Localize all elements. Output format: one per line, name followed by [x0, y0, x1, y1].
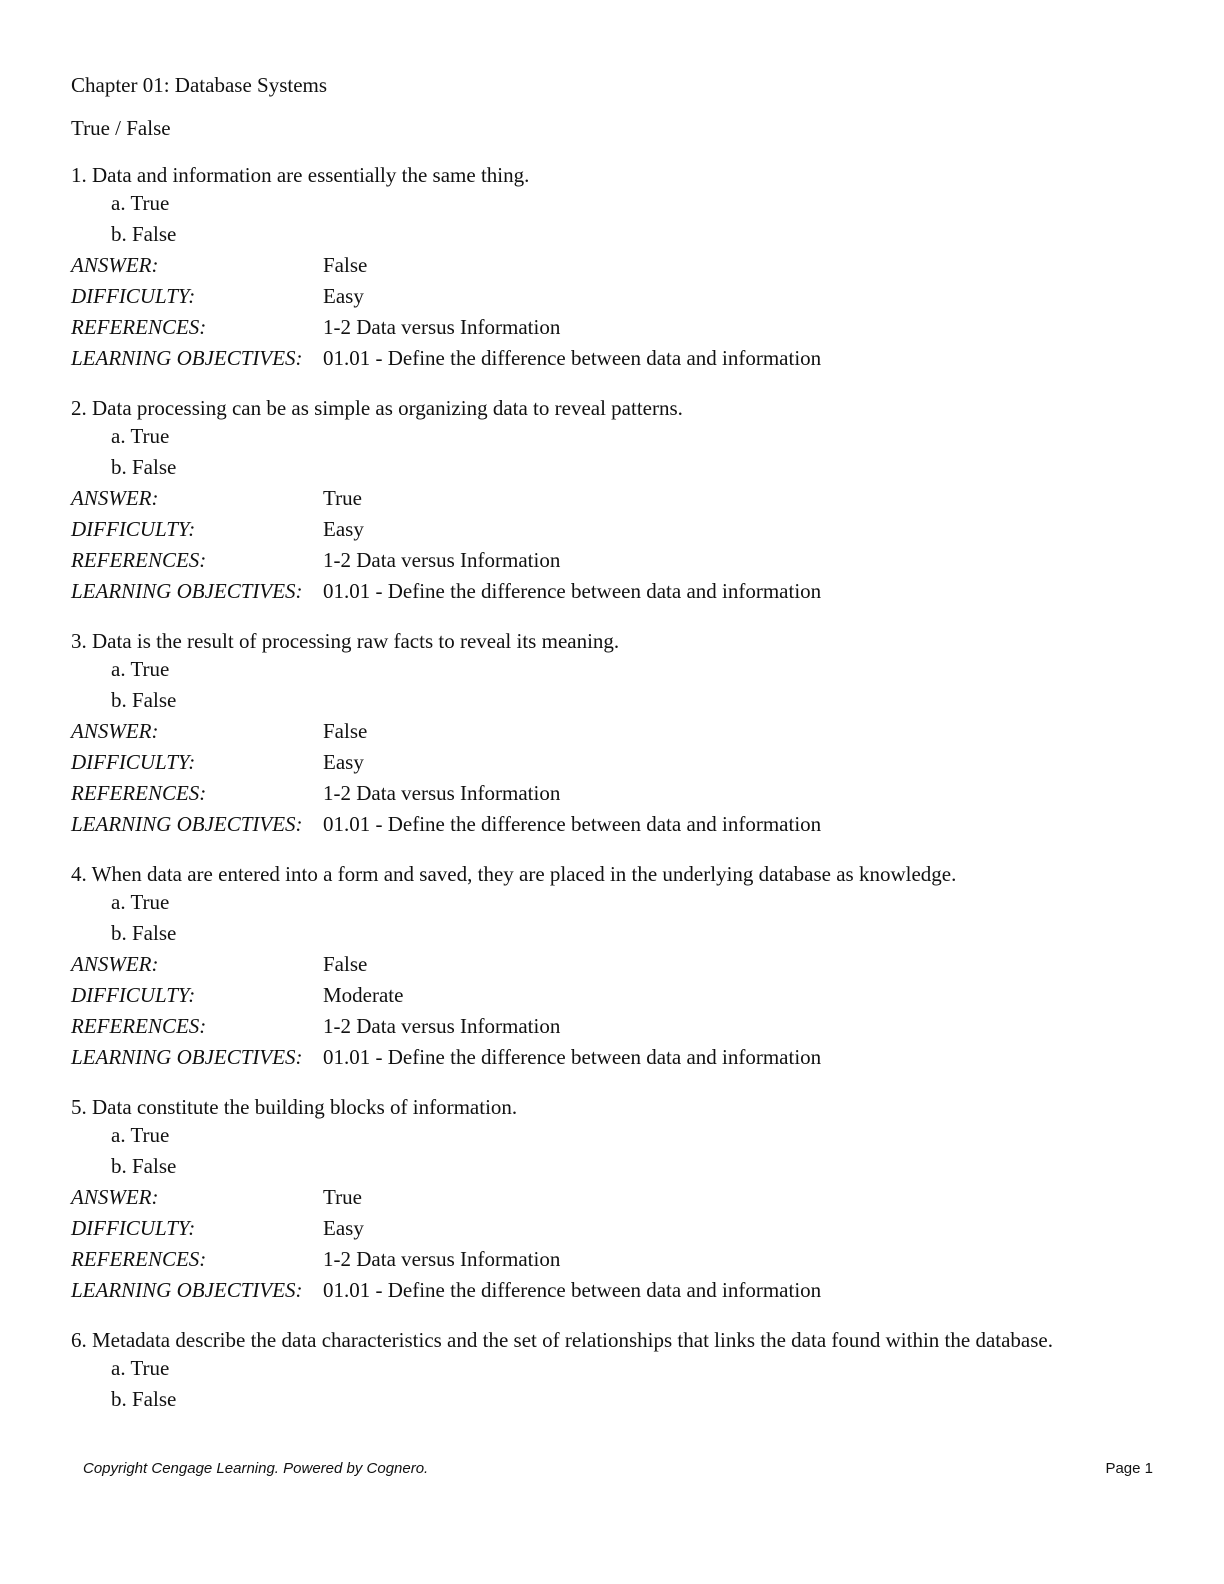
question-text: 4. When data are entered into a form and saved, they are placed in the underlying database as knowledge. [71, 862, 957, 886]
learning-objectives-value: 01.01 - Define the difference between data and information [323, 579, 822, 603]
answer-label: ANSWER: [71, 253, 159, 277]
references-value: 1-2 Data versus Information [323, 1247, 561, 1271]
learning-objectives-value: 01.01 - Define the difference between data and information [323, 1278, 822, 1302]
option-a: a. True [111, 1356, 170, 1380]
option-a: a. True [111, 890, 170, 914]
learning-objectives-value: 01.01 - Define the difference between data and information [323, 346, 822, 370]
question-4 [71, 861, 1161, 1073]
option-b: b. False [111, 455, 177, 479]
question-5 [71, 1094, 1161, 1306]
difficulty-row [71, 281, 1161, 312]
difficulty-label: DIFFICULTY: [71, 1216, 196, 1240]
difficulty-label: DIFFICULTY: [71, 284, 196, 308]
answer-value: True [323, 1185, 362, 1209]
references-label: REFERENCES: [71, 1014, 207, 1038]
difficulty-value: Easy [323, 284, 364, 308]
page-footer [83, 1459, 1153, 1479]
references-value: 1-2 Data versus Information [323, 315, 561, 339]
references-label: REFERENCES: [71, 1247, 207, 1271]
answer-label: ANSWER: [71, 486, 159, 510]
option-a: a. True [111, 1123, 170, 1147]
learning-objectives-row [71, 1275, 1161, 1306]
references-value: 1-2 Data versus Information [323, 1014, 561, 1038]
learning-objectives-row [71, 576, 1161, 607]
answer-label: ANSWER: [71, 1185, 159, 1209]
question-3 [71, 628, 1161, 840]
references-row [71, 312, 1161, 343]
difficulty-value: Easy [323, 750, 364, 774]
references-value: 1-2 Data versus Information [323, 781, 561, 805]
chapter-title: Chapter 01: Database Systems [71, 73, 328, 97]
question-2 [71, 395, 1161, 607]
section-title: True / False [71, 116, 171, 140]
option-b: b. False [111, 1387, 177, 1411]
question-text: 6. Metadata describe the data characteristics and the set of relationships that links the data found within the database. [71, 1328, 1053, 1352]
option-a: a. True [111, 424, 170, 448]
references-label: REFERENCES: [71, 315, 207, 339]
option-b: b. False [111, 921, 177, 945]
difficulty-row [71, 1213, 1161, 1244]
learning-objectives-value: 01.01 - Define the difference between data and information [323, 812, 822, 836]
answer-value: False [323, 952, 368, 976]
answer-row [71, 716, 1161, 747]
difficulty-label: DIFFICULTY: [71, 517, 196, 541]
references-label: REFERENCES: [71, 548, 207, 572]
question-text: 5. Data constitute the building blocks of information. [71, 1095, 518, 1119]
learning-objectives-label: LEARNING OBJECTIVES: [71, 812, 303, 836]
references-label: REFERENCES: [71, 781, 207, 805]
answer-value: False [323, 253, 368, 277]
option-b: b. False [111, 1154, 177, 1178]
question-6 [71, 1327, 1161, 1415]
learning-objectives-label: LEARNING OBJECTIVES: [71, 1045, 303, 1069]
references-value: 1-2 Data versus Information [323, 548, 561, 572]
references-row [71, 778, 1161, 809]
answer-label: ANSWER: [71, 952, 159, 976]
learning-objectives-row [71, 1042, 1161, 1073]
answer-value: True [323, 486, 362, 510]
question-1 [71, 162, 1161, 374]
question-text: 1. Data and information are essentially the same thing. [71, 163, 530, 187]
option-b: b. False [111, 222, 177, 246]
learning-objectives-row [71, 809, 1161, 840]
difficulty-row [71, 514, 1161, 545]
references-row [71, 1244, 1161, 1275]
page-number: Page 1 [1105, 1460, 1153, 1477]
option-a: a. True [111, 657, 170, 681]
difficulty-value: Easy [323, 1216, 364, 1240]
learning-objectives-row [71, 343, 1161, 374]
option-a: a. True [111, 191, 170, 215]
difficulty-row [71, 747, 1161, 778]
answer-row [71, 1182, 1161, 1213]
references-row [71, 545, 1161, 576]
difficulty-label: DIFFICULTY: [71, 750, 196, 774]
copyright-notice: Copyright Cengage Learning. Powered by Cognero. [83, 1460, 429, 1477]
question-list [71, 162, 1161, 1415]
answer-label: ANSWER: [71, 719, 159, 743]
answer-row [71, 949, 1161, 980]
references-row [71, 1011, 1161, 1042]
question-text: 3. Data is the result of processing raw facts to reveal its meaning. [71, 629, 620, 653]
option-b: b. False [111, 688, 177, 712]
difficulty-row [71, 980, 1161, 1011]
answer-value: False [323, 719, 368, 743]
question-text: 2. Data processing can be as simple as organizing data to reveal patterns. [71, 396, 683, 420]
answer-row [71, 483, 1161, 514]
learning-objectives-value: 01.01 - Define the difference between data and information [323, 1045, 822, 1069]
learning-objectives-label: LEARNING OBJECTIVES: [71, 1278, 303, 1302]
difficulty-value: Moderate [323, 983, 404, 1007]
answer-row [71, 250, 1161, 281]
difficulty-value: Easy [323, 517, 364, 541]
learning-objectives-label: LEARNING OBJECTIVES: [71, 346, 303, 370]
difficulty-label: DIFFICULTY: [71, 983, 196, 1007]
learning-objectives-label: LEARNING OBJECTIVES: [71, 579, 303, 603]
document-page [71, 72, 1161, 1436]
